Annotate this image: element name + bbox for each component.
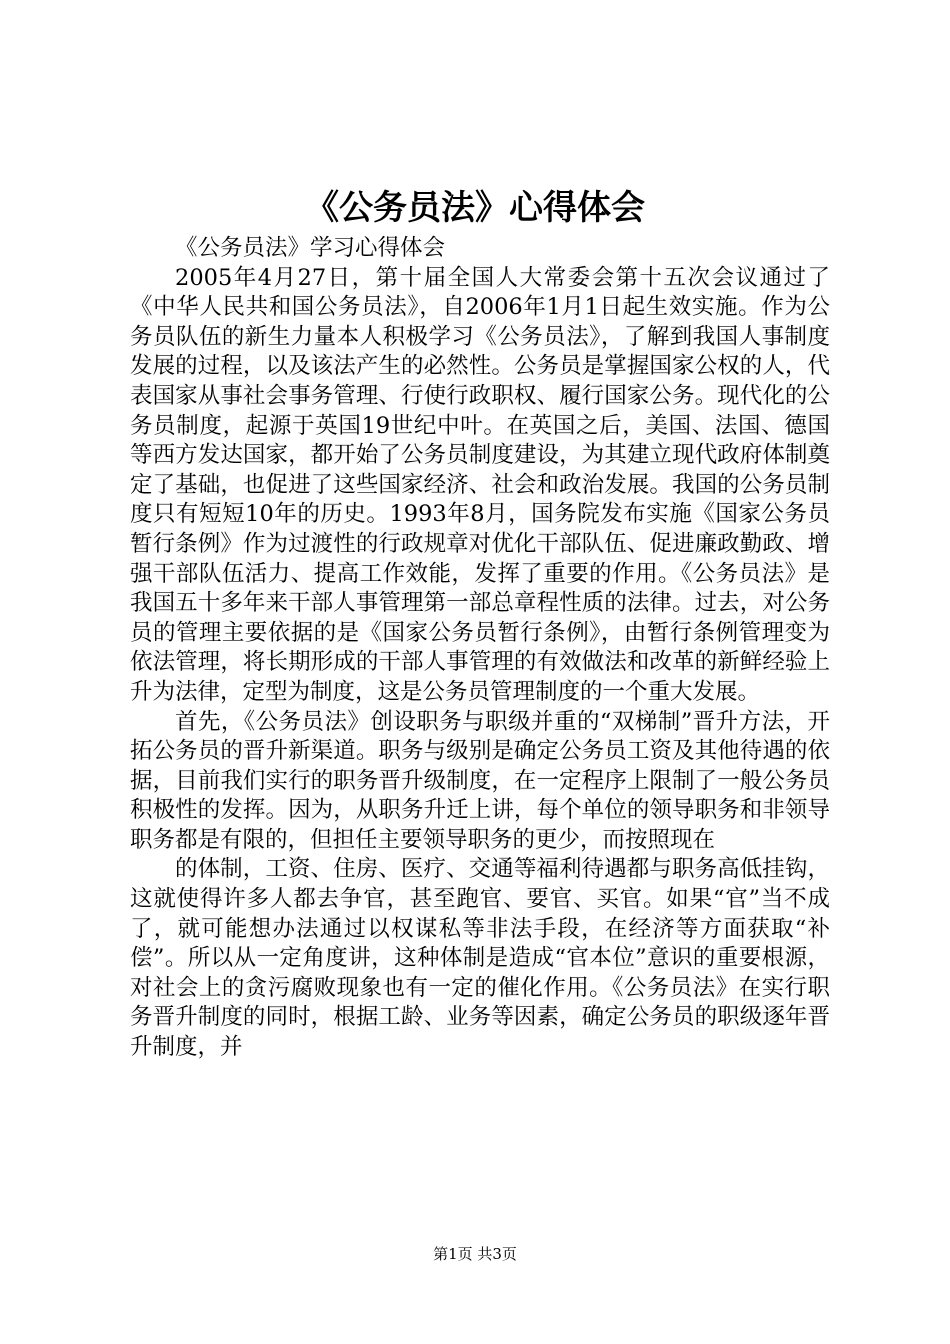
- page-number-footer: 第1页 共3页: [433, 1245, 517, 1263]
- subtitle-paragraph: 《公务员法》学习心得体会: [175, 235, 446, 261]
- document-body: [130, 234, 830, 1063]
- body-paragraph: 2005年4月27日，第十届全国人大常委会第十五次会议通过了《中华人民共和国公务员法》，自2006年1月1日起生效实施。作为公务员队伍的新生力量本人积极学习《公务员法》，了解到我国人事制度发展的过程，以及该法产生的必然性。公务员是掌握国家公权的人，代表国家从事社会事务管理、行使行政职权、履行国家公务。现代化的公务员制度，起源于英国19世纪中叶。在英国之后，美国、法国、德国等西方发达国家，都开始了公务员制度建设，为其建立现代政府体制奠定了基础，也促进了这些国家经济、社会和政治发展。我国的公务员制度只有短短10年的历史。1993年8月，国务院发布实施《国家公务员暂行条例》作为过渡性的行政规章对优化干部队伍、促进廉政勤政、增强干部队伍活力、提高工作效能，发挥了重要的作用。《公务员法》是我国五十多年来干部人事管理第一部总章程性质的法律。过去，对公务员的管理主要依据的是《国家公务员暂行条例》，由暂行条例管理变为依法管理，将长期形成的干部人事管理的有效做法和改革的新鲜经验上升为法律，定型为制度，这是公务员管理制度的一个重大发展。: [130, 264, 830, 705]
- body-paragraph: 首先，《公务员法》创设职务与职级并重的“双梯制”晋升方法，开拓公务员的晋升新渠道。职务与级别是确定公务员工资及其他待遇的依据，目前我们实行的职务晋升级制度，在一定程序上限制了一般公务员积极性的发挥。因为，从职务升迁上讲，每个单位的领导职务和非领导职务都是有限的，但担任主要领导职务的更少，而按照现在: [130, 708, 830, 853]
- body-paragraph: 的体制，工资、住房、医疗、交通等福利待遇都与职务高低挂钩，这就使得许多人都去争官，甚至跑官、要官、买官。如果“官”当不成了，就可能想办法通过以权谋私等非法手段，在经济等方面获取“补偿”。所以从一定角度讲，这种体制是造成“官本位”意识的重要根源，对社会上的贪污腐败现象也有一定的催化作用。《公务员法》在实行职务晋升制度的同时，根据工龄、业务等因素，确定公务员的职级逐年晋升制度，并: [130, 856, 830, 1061]
- document-title: 《公务员法》心得体会: [305, 188, 645, 228]
